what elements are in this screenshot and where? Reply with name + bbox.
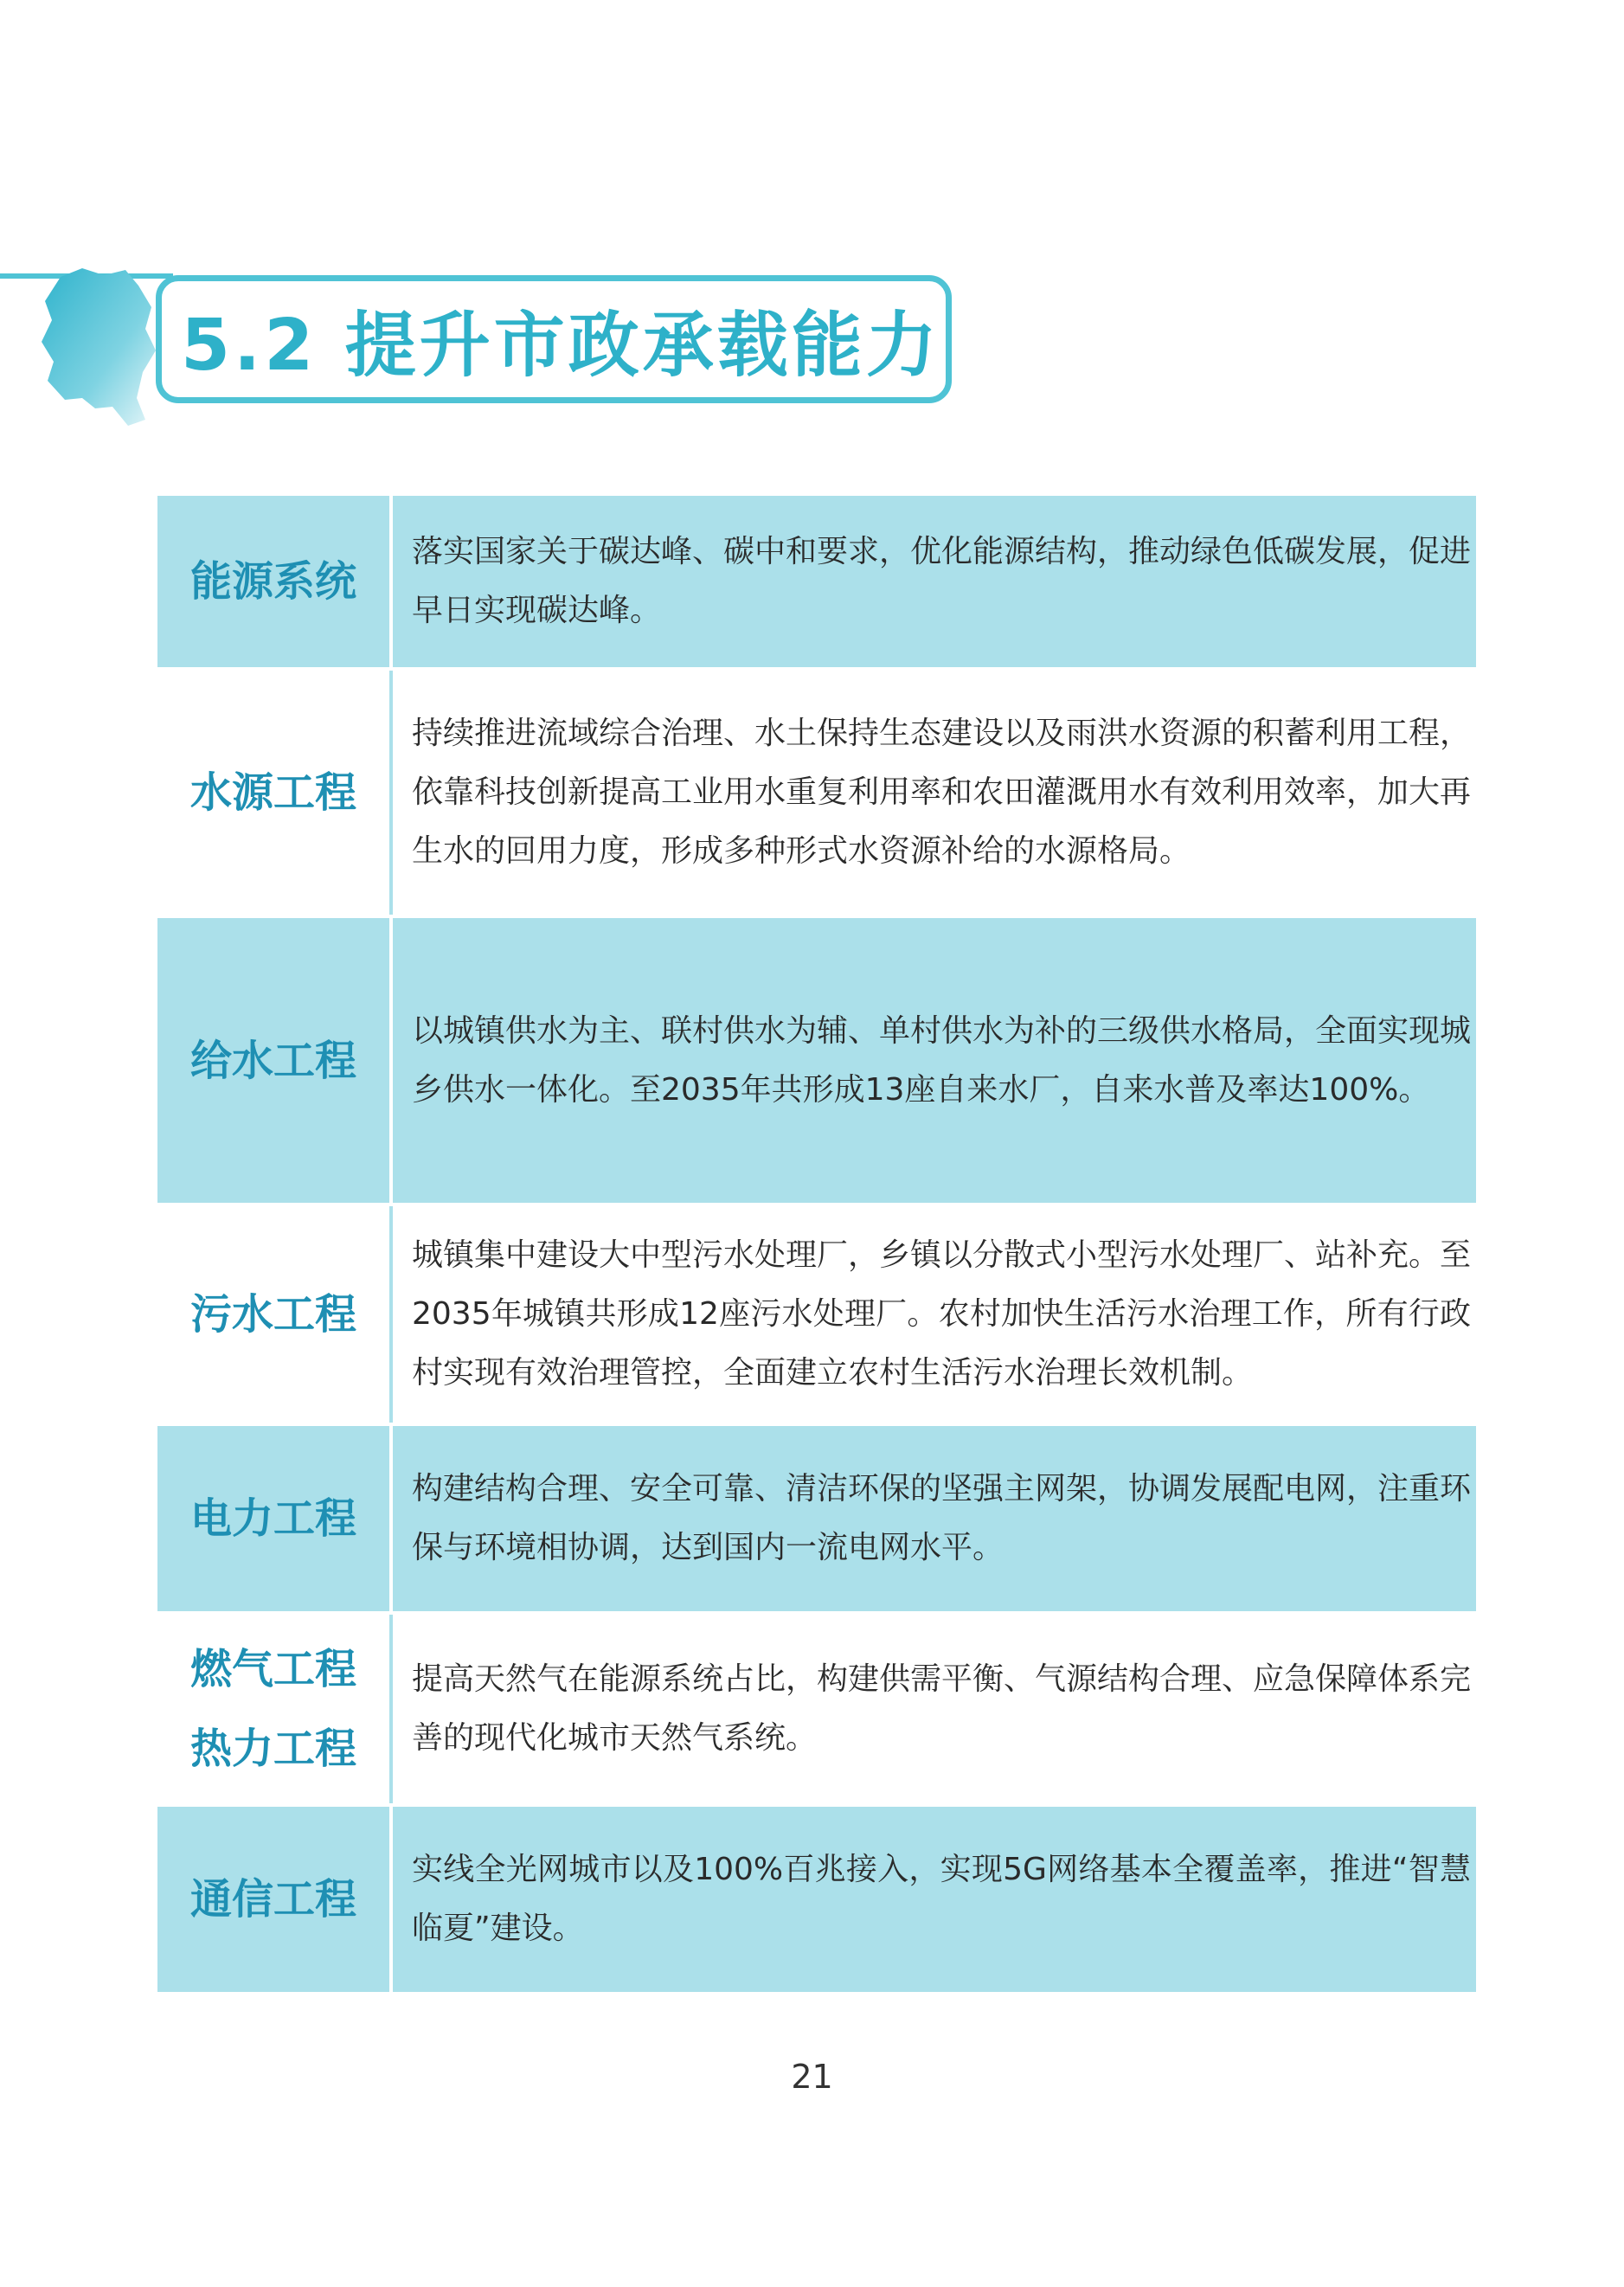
row-label: 水源工程 — [189, 768, 356, 817]
row-label-cell — [157, 1807, 393, 1992]
row-label: 能源系统 — [189, 557, 356, 606]
row-description-cell — [393, 496, 1476, 667]
table-row — [157, 1807, 1476, 1995]
row-label-cell — [157, 1206, 393, 1423]
row-description-cell — [393, 1206, 1476, 1423]
section-title-box — [156, 275, 952, 403]
row-label-cell — [157, 918, 393, 1203]
row-description: 构建结构合理、安全可靠、清洁环保的坚强主网架，协调发展配电网，注重环保与环境相协调，达到国内一流电网水平。 — [412, 1471, 1472, 1565]
row-label-cell — [157, 1426, 393, 1611]
row-description: 实线全光网城市以及100%百兆接入，实现5G网络基本全覆盖率，推进“智慧临夏”建设。 — [412, 1852, 1471, 1946]
row-description: 以城镇供水为主、联村供水为辅、单村供水为补的三级供水格局，全面实现城乡供水一体化。至2035年共形成13座自来水厂，自来水普及率达100%。 — [412, 1012, 1472, 1108]
row-description-cell — [393, 1615, 1476, 1803]
table-row — [157, 1426, 1476, 1615]
row-label: 给水工程 — [189, 1036, 356, 1085]
row-label: 燃气工程 — [189, 1645, 356, 1693]
row-description-cell — [393, 1426, 1476, 1611]
row-description: 提高天然气在能源系统占比，构建供需平衡、气源结构合理、应急保障体系完善的现代化城市天然气系统。 — [412, 1661, 1472, 1756]
row-label-cell — [157, 671, 393, 915]
row-description: 城镇集中建设大中型污水处理厂，乡镇以分散式小型污水处理厂、站补充。至2035年城镇共形成12座污水处理厂。农村加快生活污水治理工作，所有行政村实现有效治理管控，全面建立农村生活污水治理长效机制。 — [412, 1237, 1472, 1391]
row-description: 持续推进流域综合治理、水土保持生态建设以及雨洪水资源的积蓄利用工程，依靠科技创新提高工业用水重复利用率和农田灌溉用水有效利用效率，加大再生水的回用力度，形成多种形式水资源补给的水源格局。 — [412, 716, 1472, 869]
page-number: 21 — [791, 2058, 833, 2096]
section-title: 5.2 提升市政承载能力 — [181, 304, 940, 387]
table-row — [157, 496, 1476, 671]
table-row — [157, 1206, 1476, 1426]
row-description-cell — [393, 918, 1476, 1203]
row-label-cell — [157, 496, 393, 667]
row-description-cell — [393, 671, 1476, 915]
row-description-cell — [393, 1807, 1476, 1992]
row-label: 通信工程 — [189, 1875, 356, 1924]
row-label-secondary: 热力工程 — [189, 1725, 356, 1773]
municipal-capacity-table — [157, 496, 1476, 1995]
table-row — [157, 918, 1476, 1206]
row-label: 污水工程 — [189, 1290, 356, 1339]
table-row — [157, 671, 1476, 918]
table-row — [157, 1615, 1476, 1807]
row-description: 落实国家关于碳达峰、碳中和要求，优化能源结构，推动绿色低碳发展，促进早日实现碳达峰。 — [412, 534, 1472, 628]
row-label: 电力工程 — [189, 1494, 356, 1543]
row-label-cell — [157, 1615, 393, 1803]
region-map-icon — [35, 260, 164, 433]
